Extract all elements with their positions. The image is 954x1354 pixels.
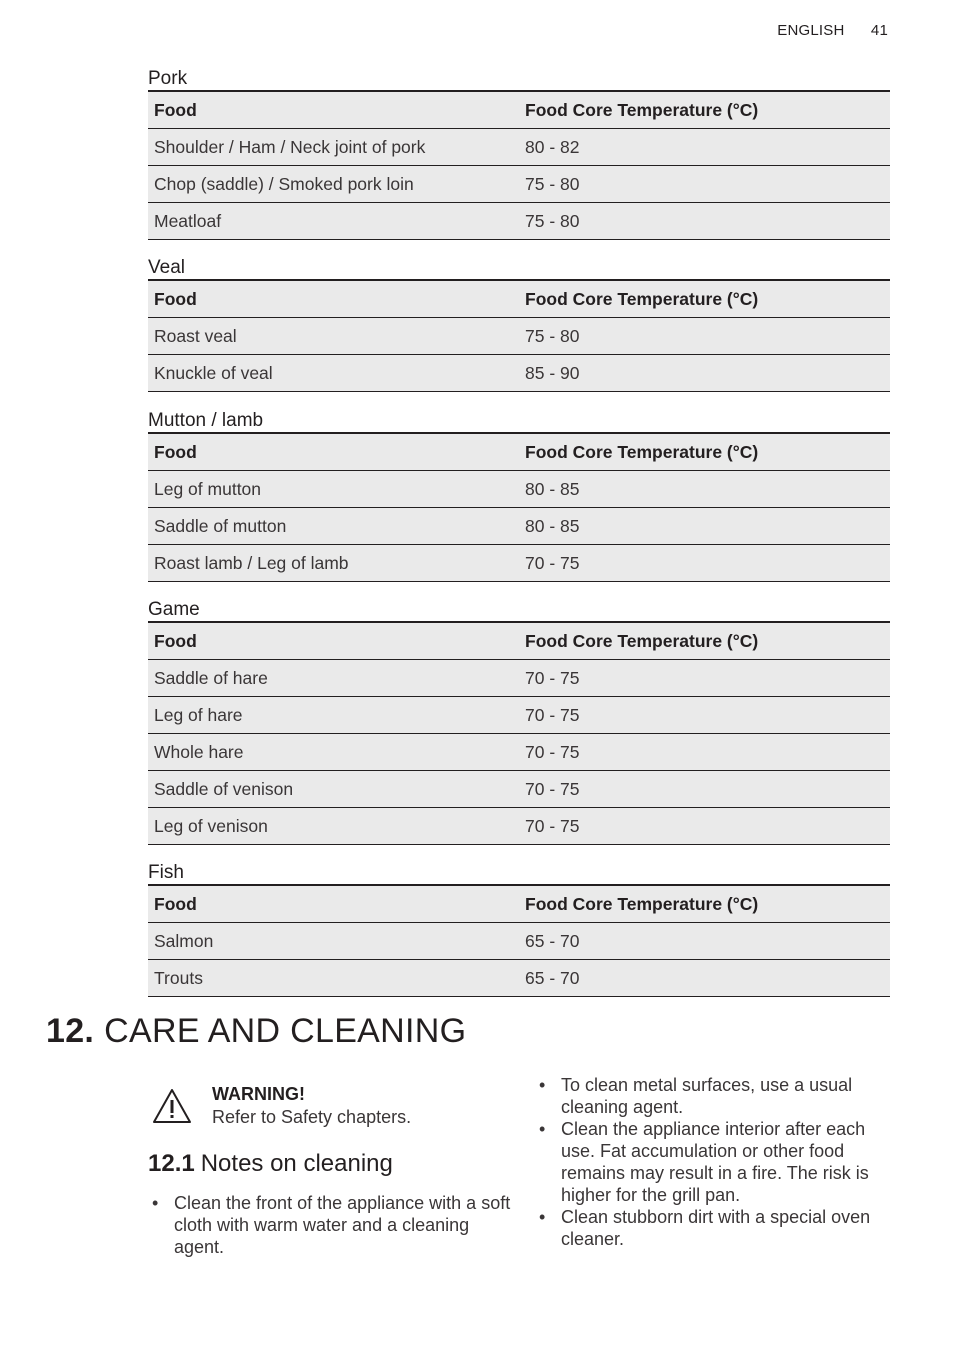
table-title: Fish [148,862,184,883]
chapter-heading [46,1012,466,1051]
food-cell: Whole hare [148,734,519,771]
bullet-item [535,1206,890,1250]
table-row [148,660,890,697]
bullet-item [535,1074,890,1118]
bullet-text: Clean the front of the appliance with a soft cloth with warm water and a cleaning agent. [174,1193,511,1257]
column-header-food: Food [148,622,519,660]
temperature-table [148,90,890,240]
food-cell: Leg of venison [148,808,519,845]
table-section [148,257,890,392]
temperature-table [148,432,890,582]
table-row [148,471,890,508]
temperature-cell: 75 - 80 [519,203,890,240]
chapter-number: 12. [46,1012,95,1050]
table-row [148,166,890,203]
column-header-food: Food [148,280,519,318]
table-row [148,129,890,166]
food-cell: Chop (saddle) / Smoked pork loin [148,166,519,203]
temperature-cell: 65 - 70 [519,923,890,960]
food-cell: Salmon [148,923,519,960]
bullet-dot-icon: • [152,1193,159,1213]
food-cell: Saddle of venison [148,771,519,808]
food-cell: Knuckle of veal [148,355,519,392]
bullet-dot-icon: • [539,1119,546,1139]
table-row [148,355,890,392]
bullet-dot-icon: • [539,1075,546,1095]
subsection-title: Notes on cleaning [200,1150,393,1177]
temperature-cell: 70 - 75 [519,734,890,771]
table-title: Pork [148,68,188,89]
temperature-cell: 75 - 80 [519,318,890,355]
bullet-list-left [148,1192,518,1258]
table-row [148,771,890,808]
column-header-food: Food [148,885,519,923]
subsection-number: 12.1 [148,1150,195,1177]
bullet-item [148,1192,518,1258]
table-title: Veal [148,257,185,278]
table-row [148,734,890,771]
bullet-text: Clean the appliance interior after each use. Fat accumulation or other food remains may result in a fire. The risk is higher for the grill pan. [561,1119,869,1205]
bullet-text: To clean metal surfaces, use a usual cleaning agent. [561,1075,853,1117]
table-row [148,545,890,582]
food-cell: Leg of hare [148,697,519,734]
temperature-cell: 75 - 80 [519,166,890,203]
page-number: 41 [870,22,888,39]
temperature-table [148,279,890,392]
table-row [148,508,890,545]
bullet-list-right [535,1074,890,1250]
table-row [148,203,890,240]
temperature-table [148,621,890,845]
column-header-food: Food [148,91,519,129]
table-section [148,410,890,582]
table-row [148,808,890,845]
food-cell: Trouts [148,960,519,997]
temperature-table [148,884,890,997]
subsection-heading [148,1150,393,1178]
temperature-cell: 70 - 75 [519,771,890,808]
bullet-text: Clean stubborn dirt with a special oven cleaner. [561,1207,871,1249]
food-cell: Saddle of hare [148,660,519,697]
food-cell: Roast veal [148,318,519,355]
warning-title: WARNING! [212,1084,305,1104]
temperature-cell: 70 - 75 [519,660,890,697]
column-header-temperature: Food Core Temperature (°C) [519,433,890,471]
column-header-temperature: Food Core Temperature (°C) [519,622,890,660]
food-cell: Shoulder / Ham / Neck joint of pork [148,129,519,166]
table-row [148,923,890,960]
table-row [148,697,890,734]
table-section [148,862,890,997]
temperature-cell: 85 - 90 [519,355,890,392]
table-title: Game [148,599,200,620]
temperature-cell: 80 - 85 [519,471,890,508]
food-cell: Saddle of mutton [148,508,519,545]
column-header-temperature: Food Core Temperature (°C) [519,91,890,129]
temperature-cell: 65 - 70 [519,960,890,997]
warning-triangle-icon [152,1088,192,1124]
temperature-cell: 70 - 75 [519,545,890,582]
temperature-cell: 80 - 85 [519,508,890,545]
table-section [148,68,890,240]
bullet-item [535,1118,890,1206]
warning-text: Refer to Safety chapters. [212,1107,412,1127]
food-cell: Roast lamb / Leg of lamb [148,545,519,582]
table-row [148,318,890,355]
temperature-cell: 70 - 75 [519,808,890,845]
chapter-title: CARE AND CLEANING [104,1012,467,1050]
column-header-temperature: Food Core Temperature (°C) [519,280,890,318]
table-title: Mutton / lamb [148,410,264,431]
table-row [148,960,890,997]
temperature-cell: 80 - 82 [519,129,890,166]
column-header-food: Food [148,433,519,471]
page-header [777,22,888,39]
food-cell: Meatloaf [148,203,519,240]
language-label: ENGLISH [777,22,845,39]
food-cell: Leg of mutton [148,471,519,508]
table-section [148,599,890,845]
temperature-cell: 70 - 75 [519,697,890,734]
column-header-temperature: Food Core Temperature (°C) [519,885,890,923]
bullet-dot-icon: • [539,1207,546,1227]
